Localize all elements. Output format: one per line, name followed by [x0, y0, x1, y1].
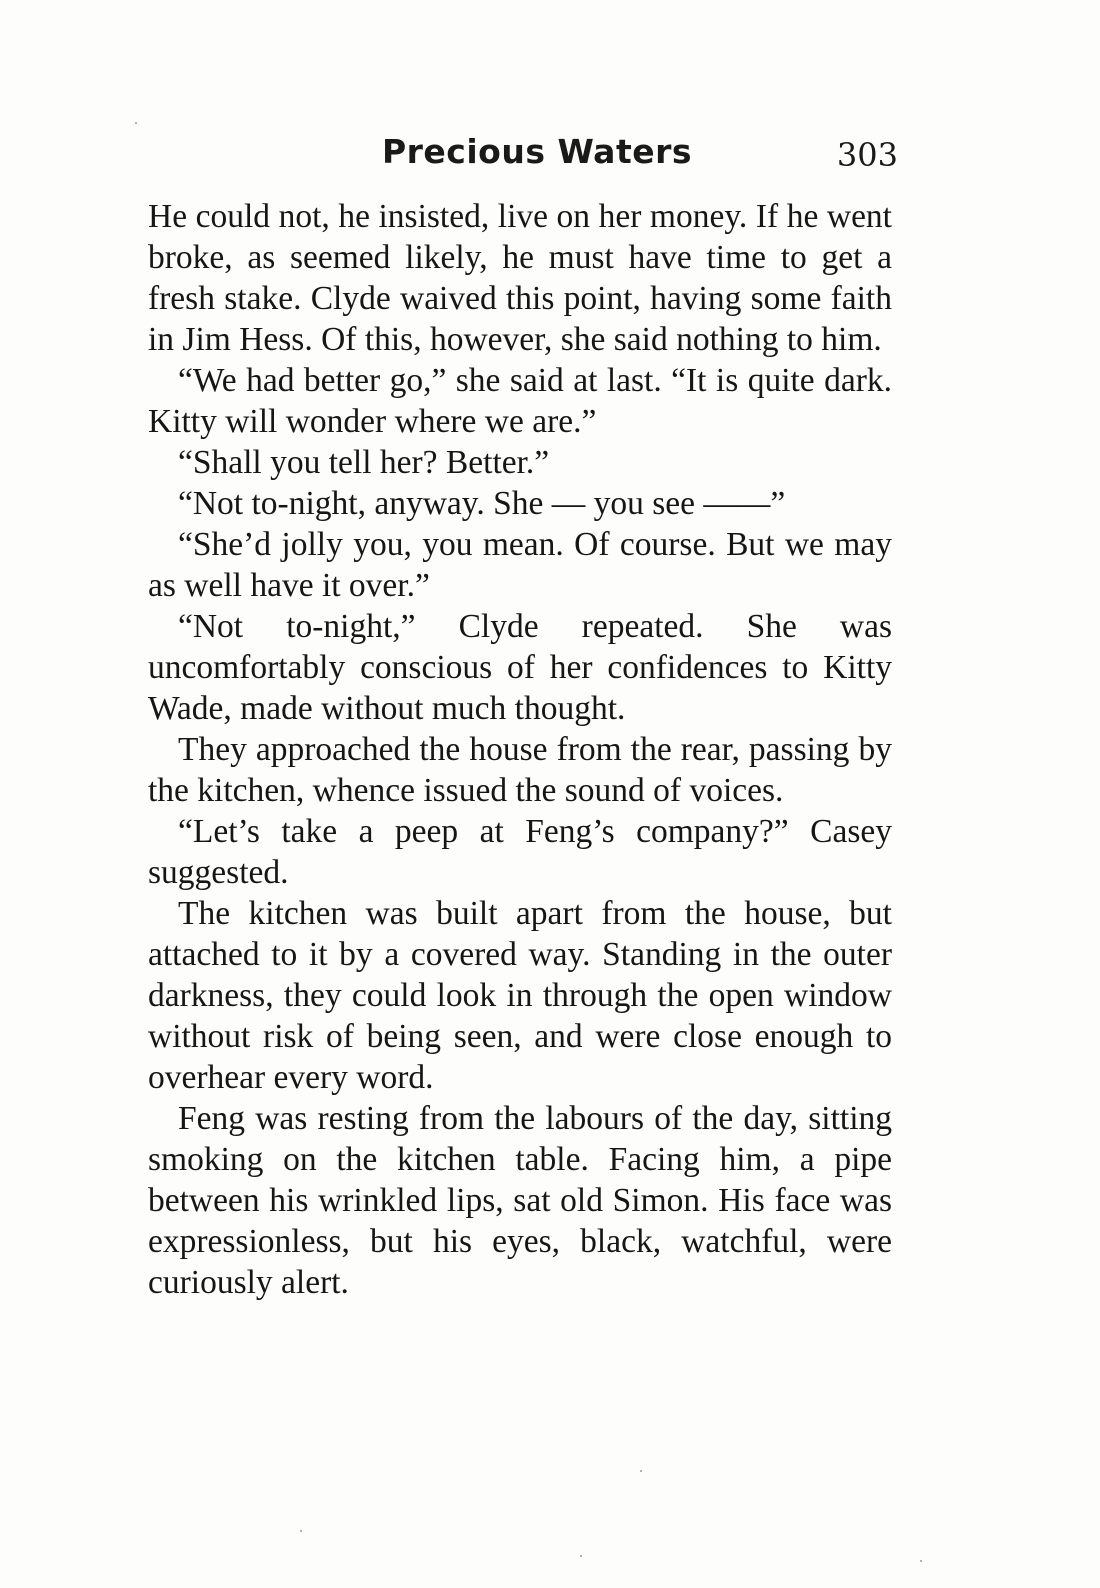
body-text: [148, 196, 892, 1303]
paragraph: “Not to-night,” Clyde repeated. She was uncomfortably conscious of her confidences to Kitty Wade, made without much thought.: [148, 608, 892, 727]
scan-speck: [640, 1470, 642, 1472]
paragraph: “Let’s take a peep at Feng’s company?” Casey suggested.: [148, 813, 892, 891]
scan-speck: [135, 122, 137, 124]
running-title: Precious Waters: [381, 132, 693, 171]
scan-speck: [580, 1555, 582, 1557]
paragraph: He could not, he insisted, live on her money. If he went broke, as seemed likely, he must have time to get a fresh stake. Clyde waived this point, having some faith in Jim Hess. Of this, however, she said nothing to him.: [148, 198, 892, 358]
paragraph: The kitchen was built apart from the house, but attached to it by a covered way. Standing in the outer darkness, they could look in through the open window without risk of being seen, and were close enough to overhear every word.: [148, 895, 892, 1096]
scan-speck: [300, 1530, 302, 1532]
paragraph: “We had better go,” she said at last. “It is quite dark. Kitty will wonder where we are.”: [148, 362, 892, 440]
paragraph: Feng was resting from the labours of the day, sitting smoking on the kitchen table. Facing him, a pipe between his wrinkled lips, sat old Simon. His face was expressionless, but his eyes, black, watchful, were curiously alert.: [148, 1100, 892, 1301]
paragraph: They approached the house from the rear, passing by the kitchen, whence issued the sound of voices.: [148, 731, 892, 809]
paragraph: “Shall you tell her? Better.”: [178, 444, 550, 481]
paragraph: “She’d jolly you, you mean. Of course. But we may as well have it over.”: [148, 526, 892, 604]
page-header: [148, 132, 898, 182]
scan-speck: [920, 1560, 922, 1562]
page-number: 303: [836, 136, 898, 174]
paragraph: “Not to-night, anyway. She — you see ——”: [178, 485, 786, 522]
